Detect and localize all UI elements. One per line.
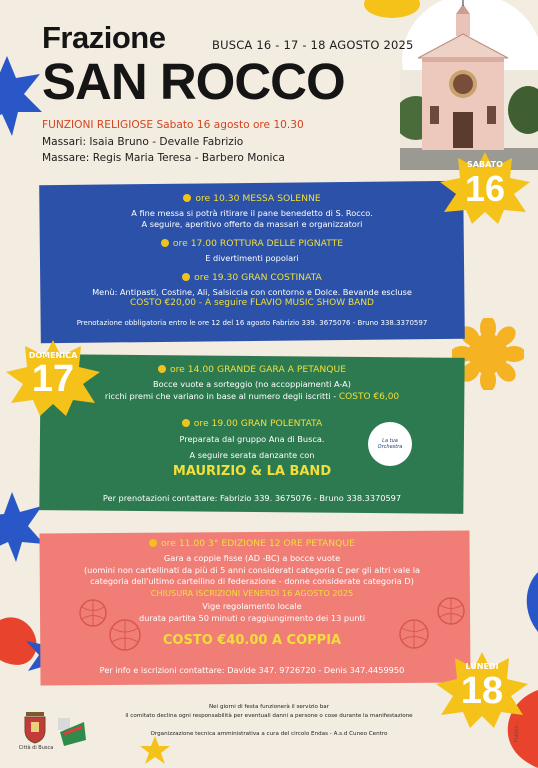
- decorative-blue-burst-left: [0, 492, 44, 562]
- ball-icon: [436, 596, 466, 626]
- monday-number: 18: [460, 670, 504, 712]
- city-coat-of-arms-logo: [22, 710, 48, 744]
- mon-contact-info: Per info e iscrizioni contattare: Davide 347. 9726720 - Denis 347.4459950: [99, 665, 405, 675]
- massare-line: Massare: Regis Maria Teresa - Barbero Monica: [42, 152, 285, 164]
- saturday-label: SABATO: [467, 160, 503, 169]
- religious-functions: FUNZIONI RELIGIOSE Sabato 16 agosto ore 10.30: [42, 119, 304, 131]
- orchestra-logo-text: La tua Orchestra: [377, 438, 403, 450]
- sun-event-2-text: A seguire serata danzante con: [189, 450, 315, 460]
- footer-bar-note: Nei giorni di festa funzionerà il servizio bar: [208, 704, 329, 710]
- sun-event-2-title: ore 19.00 GRAN POLENTATA: [40, 418, 464, 429]
- ball-icon: [78, 598, 108, 628]
- church-illustration: [400, 0, 538, 170]
- mon-event-1-title: ore 11.00 3° EDIZIONE 12 ORE PETANQUE: [40, 538, 464, 549]
- ball-icon: [108, 618, 142, 652]
- mon-event-1-text: (uomini non cartellinati da più di 5 anni considerati categoria C per gli altri vale la: [83, 565, 421, 575]
- sun-band-name: MAURIZIO & LA BAND: [172, 464, 332, 479]
- sat-event-3-cost: COSTO €20,00 - A seguire FLAVIO MUSIC SHOW BAND: [130, 298, 374, 308]
- footer-disclaimer: il comitato declina ogni responsabilità per eventuali danni a persone o cose durante la manifestazione: [125, 713, 413, 719]
- footer-organization: Organizzazione tecnica amministrativa a cura del circolo Endas - A.s.d Cuneo Centro: [150, 731, 388, 737]
- bullet-icon: [149, 539, 157, 547]
- decorative-blue-burst: [0, 56, 42, 136]
- sat-booking-info: Prenotazione obbligatoria entro le ore 12 del 16 agosto Fabrizio 339. 3675076 - Bruno 338.3370597: [76, 319, 428, 327]
- massari-line: Massari: Isaia Bruno - Devalle Fabrizio: [42, 136, 244, 148]
- bullet-icon: [158, 365, 166, 373]
- sat-event-3-title: ore 19.30 GRAN COSTINATA: [40, 272, 464, 283]
- mon-event-1-text: Vige regolamento locale: [202, 601, 302, 611]
- designer-credit: Fubbio...: [514, 720, 520, 742]
- decorative-yellow-star-small: [140, 736, 170, 768]
- club-logo: [56, 714, 88, 748]
- sun-event-2-text: Preparata dal gruppo Ana di Busca.: [179, 434, 325, 444]
- bullet-icon: [183, 194, 191, 202]
- sat-event-2-title: ore 17.00 ROTTURA DELLE PIGNATTE: [40, 238, 464, 249]
- sun-event-1-text: Bocce vuote a sorteggio (no accoppiamenti A-A): [153, 379, 351, 389]
- mon-event-1-text: categoria dell'ultimo cartellino di federazione - donne considerate categoria D): [90, 576, 414, 586]
- bullet-icon: [182, 419, 190, 427]
- bullet-icon: [161, 239, 169, 247]
- mon-registration-deadline: CHIUSURA ISCRIZIONI VENERDÌ 16 AGOSTO 2025: [150, 588, 354, 598]
- saturday-number: 16: [464, 168, 506, 209]
- event-dates: BUSCA 16 - 17 - 18 AGOSTO 2025: [212, 38, 414, 52]
- monday-label: LUNEDI: [465, 662, 499, 671]
- decorative-blue-shape-right: [520, 572, 538, 632]
- sun-booking-info: Per prenotazioni contattare: Fabrizio 339. 3675076 - Bruno 338.3370597: [102, 493, 402, 503]
- sat-event-3-menu: Menù: Antipasti, Costine, Ali, Salsiccia con contorno e Dolce. Bevande escluse: [92, 287, 412, 297]
- sunday-label: DOMENICA: [28, 351, 78, 360]
- bullet-icon: [182, 273, 190, 281]
- sat-event-1-text: A fine messa si potrà ritirare il pane benedetto di S. Rocco.: [131, 208, 373, 218]
- mon-cost: COSTO €40.00 A COPPIA: [162, 633, 342, 648]
- city-name: Città di Busca: [18, 745, 54, 751]
- orchestra-logo: [368, 422, 412, 466]
- sat-event-1-text: A seguire, aperitivo offerto da massari e organizzatori: [141, 219, 363, 229]
- sunday-number: 17: [31, 358, 75, 400]
- sat-event-2-text: E divertimenti popolari: [205, 253, 299, 263]
- sun-event-1-title: ore 14.00 GRANDE GARA A PETANQUE: [40, 364, 464, 375]
- mon-event-1-text: durata partita 50 minuti o raggiungimento dei 13 punti: [139, 613, 365, 623]
- sat-event-1-title: ore 10.30 MESSA SOLENNE: [40, 193, 464, 204]
- mon-event-1-text: Gara a coppie fisse (AD -BC) a bocce vuote: [163, 553, 341, 563]
- header-frazione: Frazione: [42, 20, 166, 55]
- page-title: SAN ROCCO: [42, 53, 345, 110]
- sun-event-1-prizes: ricchi premi che variano in base al numero degli iscritti - COSTO €6,00: [104, 391, 400, 402]
- ball-icon: [398, 618, 430, 650]
